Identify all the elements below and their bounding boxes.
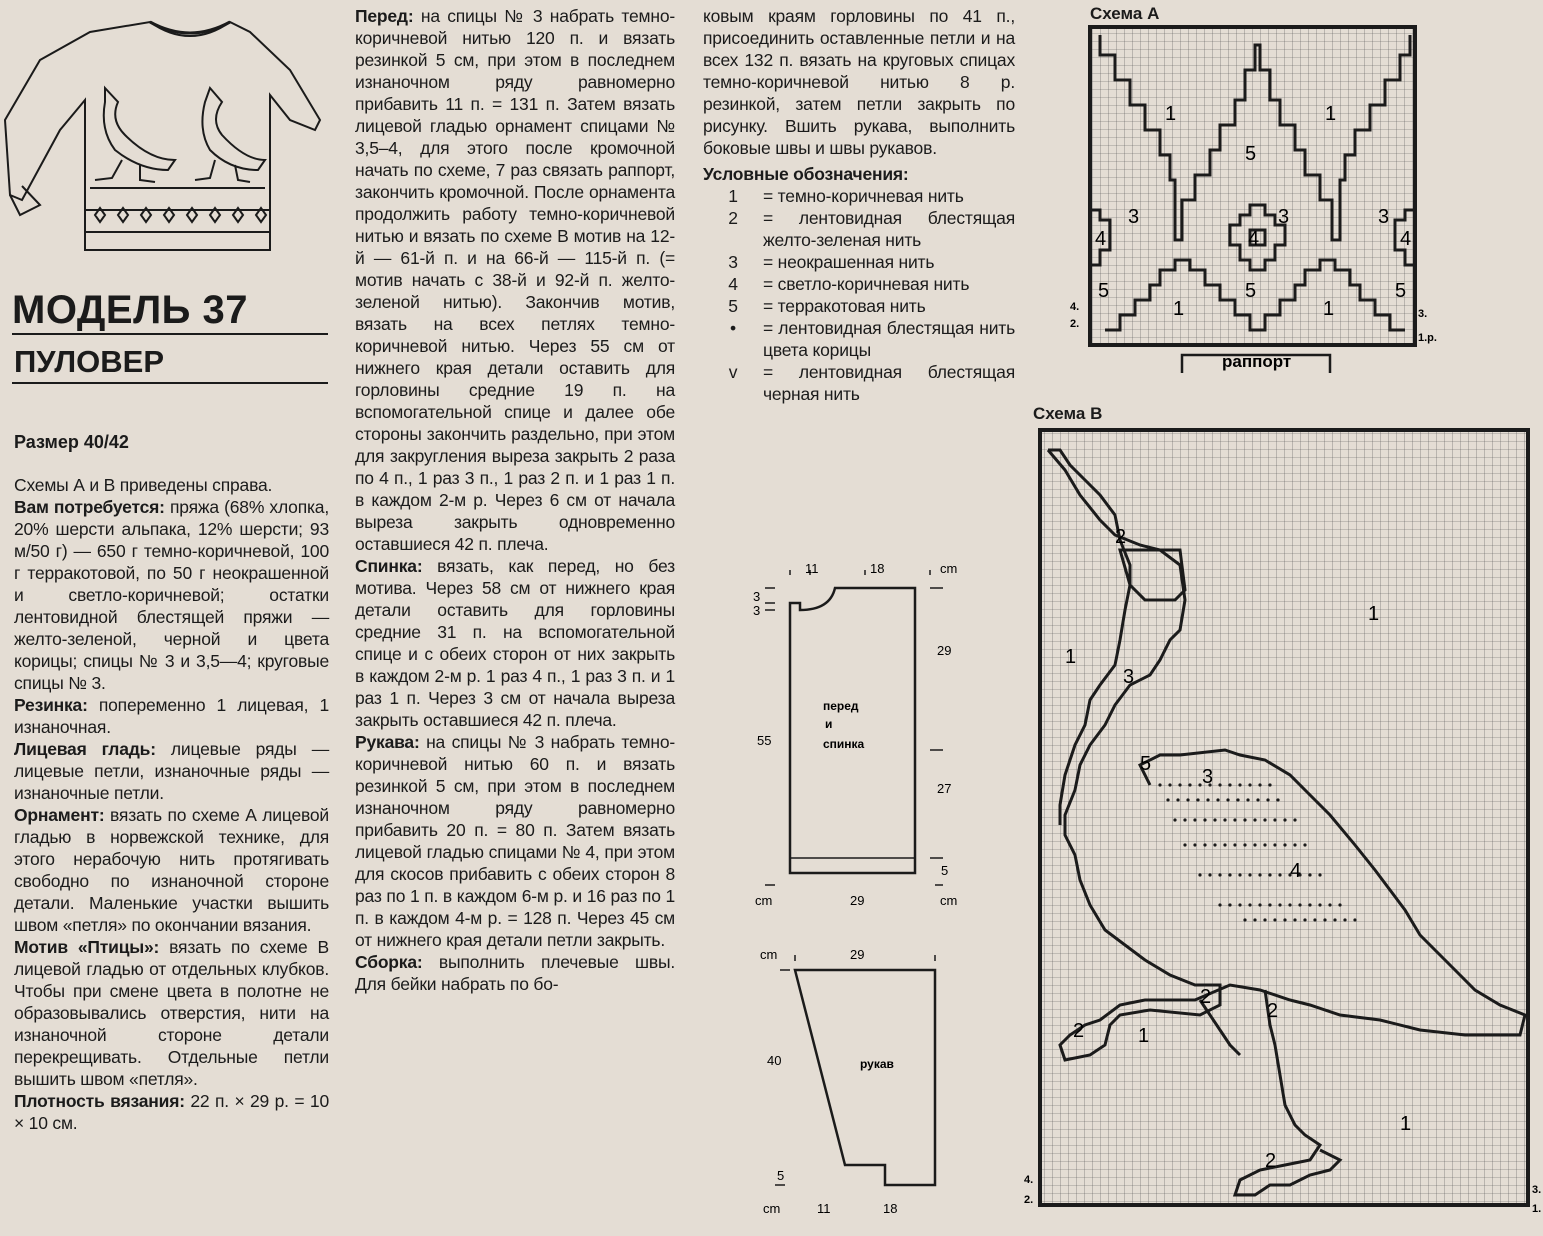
front-back-pattern — [745, 555, 980, 915]
wing-dot — [1276, 798, 1279, 801]
col2-paragraph — [355, 951, 675, 995]
schema-a-rapport: раппорт — [1222, 352, 1292, 371]
schema-b-row-label-2: 2. — [1024, 1194, 1034, 1206]
wing-dot — [1223, 818, 1226, 821]
wing-dot — [1218, 783, 1221, 786]
wing-dot — [1223, 843, 1226, 846]
front-label-1: перед — [823, 699, 859, 713]
col1-body: 22 п. × 29 р. = 10 × 10 см. — [14, 1091, 329, 1133]
legend-symbol: 1 — [728, 186, 738, 206]
schema-a-number: 3 — [1378, 206, 1390, 228]
col1-heading: Плотность вязания: — [14, 1091, 185, 1111]
wing-dot — [1268, 873, 1271, 876]
schema-b-row-label-3: 3. — [1532, 1184, 1542, 1196]
sleeve-dim-bottom-b: 18 — [883, 1201, 898, 1216]
wing-dot — [1278, 873, 1281, 876]
wing-dot — [1256, 798, 1259, 801]
col1-body: попеременно 1 лицевая, 1 изнаночная. — [14, 695, 329, 737]
legend-item — [703, 207, 1015, 251]
front-label-2: и — [825, 717, 833, 731]
subtitle-rule — [12, 382, 328, 384]
wing-dot — [1226, 798, 1229, 801]
schema-b-number: 2 — [1267, 1000, 1279, 1022]
wing-dot — [1218, 903, 1221, 906]
wing-dot — [1228, 873, 1231, 876]
wing-dot — [1293, 818, 1296, 821]
wing-dot — [1233, 818, 1236, 821]
col2-paragraph — [355, 5, 675, 555]
wing-dot — [1218, 873, 1221, 876]
wing-dot — [1233, 843, 1236, 846]
sleeve-pattern — [755, 945, 955, 1225]
wing-dot — [1283, 818, 1286, 821]
wing-dot — [1253, 843, 1256, 846]
schema-a-number: 5 — [1098, 280, 1110, 302]
model-title: МОДЕЛЬ 37 — [12, 288, 249, 332]
schema-b-row-label-1: 1. — [1532, 1203, 1542, 1215]
schema-b-number: 2 — [1073, 1020, 1085, 1042]
schema-a-row-label-3: 3. — [1418, 308, 1428, 320]
wing-dot — [1238, 783, 1241, 786]
col2-paragraph — [355, 555, 675, 731]
front-dim-right-c: 5 — [941, 863, 949, 878]
wing-dot — [1208, 873, 1211, 876]
legend-item — [703, 185, 1015, 207]
wing-dot — [1198, 873, 1201, 876]
wing-dot — [1216, 798, 1219, 801]
col2-body: на спицы № 3 набрать темно-коричневой нитью 60 п. и вязать резинкой 5 см, при этом в последнем изнаночном ряду равномерно прибавить 20 п. = 80 п. Затем вязать лицевой гладью спицами № 4, при этом для скосов прибавить с обеих сторон 8 раз по 1 п. в каждом 6-м р. и 16 раз по 1 п. в каждом 4-м р. = 128 п. Через 45 см от нижнего края детали петли закрыть. — [355, 732, 675, 950]
instructions-column-1 — [14, 474, 329, 1134]
wing-dot — [1183, 843, 1186, 846]
wing-dot — [1176, 798, 1179, 801]
col1-paragraph — [14, 694, 329, 738]
legend-text: = темно-коричневая нить — [763, 186, 964, 206]
schema-b-chart — [1020, 425, 1543, 1225]
schema-b-number: 5 — [1140, 753, 1152, 775]
wing-dot — [1228, 783, 1231, 786]
col1-body: вязать по схеме А лицевой гладью в норвежской технике, для этого нерабочую нить протягивать свободно по изнаночной стороне детали. Маленькие участки вышить швом «петля» по окончании вязания. — [14, 805, 329, 935]
schema-a-number: 1 — [1325, 103, 1337, 125]
wing-dot — [1273, 918, 1276, 921]
col1-paragraph — [14, 1090, 329, 1134]
wing-dot — [1243, 818, 1246, 821]
wing-dot — [1246, 798, 1249, 801]
col3-paragraph — [703, 5, 1015, 159]
legend-text: = лентовидная блестящая черная нить — [763, 362, 1015, 404]
wing-dot — [1313, 918, 1316, 921]
schema-a-number: 1 — [1173, 298, 1185, 320]
schema-a-number: 3 — [1128, 206, 1140, 228]
col1-paragraph — [14, 496, 329, 694]
col2-heading: Сборка: — [355, 952, 423, 972]
col1-body: лицевые ряды — лицевые петли, изнаночные ряды — изнаночные петли. — [14, 739, 329, 803]
model-subtitle: ПУЛОВЕР — [14, 344, 164, 379]
wing-dot — [1318, 873, 1321, 876]
sleeve-dim-cuff: 5 — [777, 1168, 785, 1183]
schema-a-number: 4 — [1400, 228, 1412, 250]
wing-dot — [1258, 903, 1261, 906]
col3-body: ковым краям горловины по 41 п., присоединить оставленные петли и на всех 132 п. вязать на круговых спицах темно-коричневой нитью 8 р. резинкой, затем петли закрыть по рисунку. Вшить рукава, выполнить боковые швы и швы рукавов. — [703, 6, 1015, 158]
wing-dot — [1243, 918, 1246, 921]
front-dim-right-b: 27 — [937, 781, 952, 796]
wing-dot — [1318, 903, 1321, 906]
legend-symbol: v — [728, 362, 738, 382]
col1-heading: Орнамент: — [14, 805, 105, 825]
wing-dot — [1248, 783, 1251, 786]
wing-dot — [1193, 818, 1196, 821]
col1-body: пряжа (68% хлопка, 20% шерсти альпака, 12% шерсти; 93 м/50 г) — 650 г темно-коричневой, 100 г терракотовой, по 50 г неокрашенной и светло-коричневой; остатки лентовидной блестящей пряжи — желто-зеленой, черной и цвета корицы; спицы № 3 и 3,5—4; круговые спицы № 3. — [14, 497, 329, 693]
wing-dot — [1333, 918, 1336, 921]
sleeve-unit-bottom: cm — [763, 1201, 781, 1216]
wing-dot — [1268, 903, 1271, 906]
wing-dot — [1303, 918, 1306, 921]
sweater-illustration — [0, 10, 330, 260]
schema-a-number: 5 — [1245, 143, 1257, 165]
col1-paragraph — [14, 936, 329, 1090]
wing-dot — [1298, 903, 1301, 906]
wing-dot — [1183, 818, 1186, 821]
schema-a-number: 4 — [1095, 228, 1107, 250]
front-dim-height: 55 — [757, 733, 772, 748]
legend-symbol: 4 — [728, 274, 738, 294]
col1-heading: Лицевая гладь: — [14, 739, 156, 759]
schema-a-row-label-4: 4. — [1070, 301, 1080, 313]
instructions-column-3 — [703, 5, 1015, 405]
legend-text: = лентовидная блестящая желто-зеленая нить — [763, 208, 1015, 250]
col1-heading: Мотив «Птицы»: — [14, 937, 160, 957]
col2-body: на спицы № 3 набрать темно-коричневой нитью 120 п. и вязать резинкой 5 см, при этом в последнем изнаночном ряду равномерно прибавить 11 п. = 131 п. Затем вязать лицевой гладью орнамент спицами № 3,5–4, для этого после кромочной начать по схеме, 7 раз связать раппорт, закончить кромочной. После орнамента продолжить работу темно-коричневой нитью и вязать по схеме В мотив на 12-й — 61-й п. и на 66-й — 115-й п. (= мотив начать с 38-й и 92-й п. желто-зеленой нитью). Закончив мотив, вязать на всех петлях темно-коричневой нитью. Через 55 см от нижнего края детали оставить для горловины средние 19 п. на вспомогательной спице и далее обе стороны закончить раздельно, при этом для закругления выреза закрыть 2 раза по 4 п., 1 раз 3 п., 1 раз 2 п. и 1 раз 1 п. в каждом 2-м р. Через 6 см от начала выреза закрыть одновременно оставшиеся 42 п. плеча. — [355, 6, 675, 554]
instructions-column-2 — [355, 5, 675, 995]
legend-text: = терракотовая нить — [763, 296, 926, 316]
wing-dot — [1253, 918, 1256, 921]
sleeve-dim-bottom-a: 11 — [817, 1201, 831, 1216]
wing-dot — [1188, 783, 1191, 786]
col2-heading: Рукава: — [355, 732, 420, 752]
wing-dot — [1178, 783, 1181, 786]
col2-body: выполнить плечевые швы. Для бейки набрать по бо- — [355, 952, 675, 994]
title-rule — [12, 333, 328, 335]
schema-a-row-label-2: 2. — [1070, 318, 1080, 330]
wing-dot — [1238, 903, 1241, 906]
wing-dot — [1253, 818, 1256, 821]
schema-b-number: 2 — [1115, 526, 1127, 548]
wing-dot — [1278, 903, 1281, 906]
size-line: Размер 40/42 — [14, 432, 129, 452]
wing-dot — [1196, 798, 1199, 801]
legend-item — [703, 361, 1015, 405]
schema-b-number: 1 — [1065, 646, 1077, 668]
legend-item — [703, 251, 1015, 273]
wing-dot — [1236, 798, 1239, 801]
col2-body: вязать, как перед, но без мотива. Через 58 см от нижнего края детали оставить для горловины средние 31 п. на вспомогательной спице и с обеих сторон от них закрыть в каждом 2-м р. 1 раз 4 п., 1 раз 3 п. и 1 раз 1 п. Через 3 см от начала выреза закрыть оставшиеся 42 п. плеча. — [355, 556, 675, 730]
front-unit-bottom-left: cm — [755, 893, 773, 908]
wing-dot — [1266, 798, 1269, 801]
schema-a-number: 3 — [1278, 206, 1290, 228]
col1-heading: Вам потребуется: — [14, 497, 165, 517]
wing-dot — [1293, 918, 1296, 921]
front-dim-bottom: 29 — [850, 893, 865, 908]
legend-symbol: 2 — [728, 208, 738, 228]
schema-b-number: 1 — [1368, 603, 1380, 625]
legend-text: = неокрашенная нить — [763, 252, 935, 272]
wing-dot — [1288, 903, 1291, 906]
front-dim-top-a: 11 — [805, 561, 819, 576]
col1-paragraph — [14, 738, 329, 804]
wing-dot — [1166, 798, 1169, 801]
schema-a-number: 5 — [1395, 280, 1407, 302]
wing-dot — [1203, 843, 1206, 846]
wing-dot — [1173, 818, 1176, 821]
wing-dot — [1343, 918, 1346, 921]
schema-b-row-label-4: 4. — [1024, 1174, 1034, 1186]
schema-b-number: 1 — [1138, 1025, 1150, 1047]
legend-item — [703, 273, 1015, 295]
legend-text: = светло-коричневая нить — [763, 274, 970, 294]
wing-dot — [1248, 903, 1251, 906]
col1-paragraph — [14, 474, 329, 496]
wing-dot — [1263, 843, 1266, 846]
front-dim-left-a: 3 — [753, 589, 761, 604]
wing-dot — [1168, 783, 1171, 786]
wing-dot — [1243, 843, 1246, 846]
wing-dot — [1268, 783, 1271, 786]
col1-body: вязать по схеме В лицевой гладью от отдельных клубков. Чтобы при смене цвета в полотне не образовывались отверстия, нити на изнаночной стороне детали перекрещивать. Отдельные петли вышить швом «петля». — [14, 937, 329, 1089]
wing-dot — [1228, 903, 1231, 906]
wing-dot — [1263, 918, 1266, 921]
schema-a-number: 4 — [1248, 228, 1260, 250]
col2-paragraph — [355, 731, 675, 951]
schema-a-number: 1 — [1323, 298, 1335, 320]
wing-dot — [1248, 873, 1251, 876]
wing-dot — [1273, 843, 1276, 846]
wing-dot — [1193, 843, 1196, 846]
legend-symbol: • — [730, 318, 736, 338]
wing-dot — [1353, 918, 1356, 921]
schema-b-number: 2 — [1200, 986, 1212, 1008]
front-unit-bottom-right: cm — [940, 893, 958, 908]
wing-dot — [1328, 903, 1331, 906]
col2-heading: Спинка: — [355, 556, 423, 576]
wing-dot — [1263, 818, 1266, 821]
legend-item — [703, 317, 1015, 361]
wing-dot — [1213, 843, 1216, 846]
schema-a-row-label-1: 1.р. — [1418, 332, 1437, 344]
legend-title: Условные обозначения: — [703, 164, 909, 184]
wing-dot — [1338, 903, 1341, 906]
wing-dot — [1308, 873, 1311, 876]
schema-b-number: 4 — [1290, 860, 1302, 882]
wing-dot — [1283, 918, 1286, 921]
wing-dot — [1186, 798, 1189, 801]
legend-list — [703, 185, 1015, 405]
legend-text: = лентовидная блестящая нить цвета корицы — [763, 318, 1015, 360]
front-unit-top: cm — [940, 561, 958, 576]
wing-dot — [1323, 918, 1326, 921]
legend-symbol: 3 — [728, 252, 738, 272]
wing-dot — [1303, 843, 1306, 846]
wing-dot — [1283, 843, 1286, 846]
col2-heading: Перед: — [355, 6, 414, 26]
sleeve-unit-top: cm — [760, 947, 778, 962]
schema-b-number: 2 — [1265, 1150, 1277, 1172]
front-dim-top-b: 18 — [870, 561, 885, 576]
schema-b-title: Схема В — [1033, 404, 1103, 423]
schema-a-chart — [1060, 25, 1455, 380]
wing-dot — [1293, 843, 1296, 846]
col1-paragraph — [14, 804, 329, 936]
col1-body: Схемы А и В приведены справа. — [14, 475, 273, 495]
schema-a-title: Схема А — [1090, 4, 1160, 23]
front-dim-left-b: 3 — [753, 603, 761, 618]
wing-dot — [1158, 783, 1161, 786]
front-dim-right-a: 29 — [937, 643, 952, 658]
wing-dot — [1308, 903, 1311, 906]
schema-a-number: 1 — [1165, 103, 1177, 125]
wing-dot — [1258, 873, 1261, 876]
wing-dot — [1273, 818, 1276, 821]
wing-dot — [1203, 818, 1206, 821]
schema-b-number: 3 — [1202, 766, 1214, 788]
wing-dot — [1258, 783, 1261, 786]
sleeve-dim-top: 29 — [850, 947, 865, 962]
front-label-3: спинка — [823, 737, 865, 751]
schema-a-number: 5 — [1245, 280, 1257, 302]
schema-b-number: 3 — [1123, 666, 1135, 688]
legend-item — [703, 295, 1015, 317]
col1-heading: Резинка: — [14, 695, 88, 715]
wing-dot — [1238, 873, 1241, 876]
sleeve-dim-height: 40 — [767, 1053, 782, 1068]
wing-dot — [1213, 818, 1216, 821]
legend-symbol: 5 — [728, 296, 738, 316]
wing-dot — [1206, 798, 1209, 801]
sleeve-label: рукав — [860, 1057, 894, 1071]
schema-b-number: 1 — [1400, 1113, 1412, 1135]
